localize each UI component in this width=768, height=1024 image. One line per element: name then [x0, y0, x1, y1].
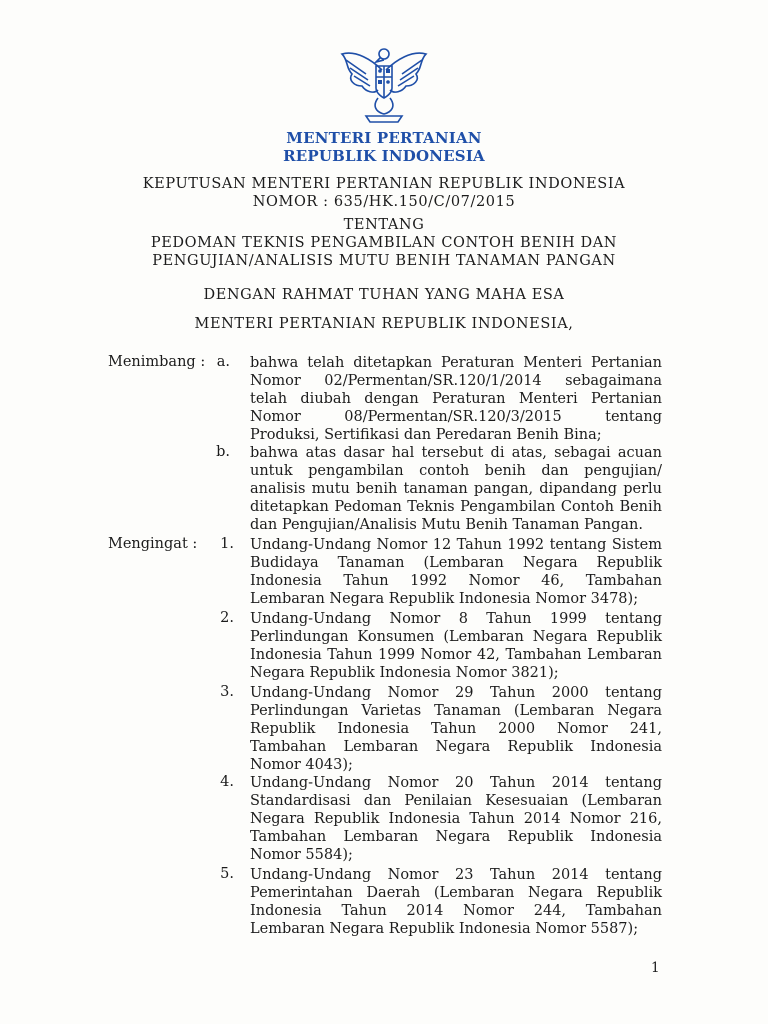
- text-line: Produksi, Sertifikasi dan Peredaran Benih Bina;: [250, 427, 602, 443]
- text-line: Republik Indonesia Tahun 2000 Nomor 241,: [250, 721, 662, 737]
- text-line: Lembaran Negara Republik Indonesia Nomor 3478);: [250, 591, 639, 607]
- mengingat-marker-1: 1.: [220, 536, 234, 552]
- text-line: Tambahan Lembaran Negara Republik Indonesia: [250, 829, 662, 845]
- garuda-emblem-icon: [336, 40, 432, 124]
- text-line: Lembaran Negara Republik Indonesia Nomor 5587);: [250, 921, 639, 937]
- text-line: Pemerintahan Daerah (Lembaran Negara Republik: [250, 885, 662, 901]
- text-line: Nomor 4043);: [250, 757, 353, 773]
- subject-line-1: PEDOMAN TEKNIS PENGAMBILAN CONTOH BENIH DAN: [150, 235, 618, 251]
- text-line: Budidaya Tanaman (Lembaran Negara Republik: [250, 555, 662, 571]
- text-line: Standardisasi dan Penilaian Kesesuaian (Lembaran: [250, 793, 662, 809]
- text-line: Undang-Undang Nomor 23 Tahun 2014 tentang: [250, 867, 662, 883]
- text-line: Undang-Undang Nomor 29 Tahun 2000 tentang: [250, 685, 662, 701]
- text-line: Nomor 08/Permentan/SR.120/3/2015 tentang: [250, 409, 662, 425]
- institution-line-1: MENTERI PERTANIAN: [286, 129, 482, 147]
- text-line: Nomor 02/Permentan/SR.120/1/2014 sebagaimana: [250, 373, 662, 389]
- text-line: Indonesia Tahun 1992 Nomor 46, Tambahan: [250, 573, 662, 589]
- text-line: bahwa atas dasar hal tersebut di atas, sebagai acuan: [250, 445, 662, 461]
- text-line: ditetapkan Pedoman Teknis Pengambilan Contoh Benih: [250, 499, 662, 515]
- institution-line-2: REPUBLIK INDONESIA: [283, 147, 485, 165]
- authority-line: MENTERI PERTANIAN REPUBLIK INDONESIA,: [194, 316, 574, 332]
- menimbang-item-b: [250, 444, 662, 534]
- text-line: Undang-Undang Nomor 8 Tahun 1999 tentang: [250, 611, 662, 627]
- mengingat-label: Mengingat :: [108, 536, 198, 552]
- text-line: telah diubah dengan Peraturan Menteri Pertanian: [250, 391, 662, 407]
- blessing-line: DENGAN RAHMAT TUHAN YANG MAHA ESA: [203, 287, 565, 303]
- text-line: Perlindungan Konsumen (Lembaran Negara Republik: [250, 629, 662, 645]
- mengingat-item-2: [250, 610, 662, 682]
- mengingat-marker-5: 5.: [220, 866, 234, 882]
- menimbang-label: Menimbang :: [108, 354, 206, 370]
- mengingat-marker-4: 4.: [220, 774, 234, 790]
- text-line: Indonesia Tahun 1999 Nomor 42, Tambahan Lembaran: [250, 647, 662, 663]
- about-heading: TENTANG: [343, 217, 425, 233]
- menimbang-marker-a: a.: [216, 354, 230, 370]
- text-line: Negara Republik Indonesia Nomor 3821);: [250, 665, 559, 681]
- mengingat-item-5: [250, 866, 662, 938]
- mengingat-marker-3: 3.: [220, 684, 234, 700]
- text-line: dan Pengujian/Analisis Mutu Benih Tanaman Pangan.: [250, 517, 643, 533]
- text-line: Tambahan Lembaran Negara Republik Indonesia: [250, 739, 662, 755]
- mengingat-marker-2: 2.: [220, 610, 234, 626]
- text-line: Negara Republik Indonesia Tahun 2014 Nomor 216,: [250, 811, 662, 827]
- text-line: untuk pengambilan contoh benih dan pengujian/: [250, 463, 662, 479]
- text-line: analisis mutu benih tanaman pangan, dipandang perlu: [250, 481, 662, 497]
- mengingat-item-3: [250, 684, 662, 774]
- text-line: Nomor 5584);: [250, 847, 353, 863]
- decree-number: NOMOR : 635/HK.150/C/07/2015: [252, 194, 516, 210]
- decree-title: KEPUTUSAN MENTERI PERTANIAN REPUBLIK INDONESIA: [142, 176, 626, 192]
- text-line: Indonesia Tahun 2014 Nomor 244, Tambahan: [250, 903, 662, 919]
- mengingat-item-1: [250, 536, 662, 608]
- mengingat-item-4: [250, 774, 662, 864]
- subject-line-2: PENGUJIAN/ANALISIS MUTU BENIH TANAMAN PANGAN: [152, 253, 616, 269]
- menimbang-item-a: [250, 354, 662, 444]
- text-line: Perlindungan Varietas Tanaman (Lembaran Negara: [250, 703, 662, 719]
- text-line: Undang-Undang Nomor 20 Tahun 2014 tentang: [250, 775, 662, 791]
- page-number: 1: [651, 960, 660, 976]
- menimbang-marker-b: b.: [216, 444, 230, 460]
- text-line: Undang-Undang Nomor 12 Tahun 1992 tentang Sistem: [250, 537, 662, 553]
- text-line: bahwa telah ditetapkan Peraturan Menteri Pertanian: [250, 355, 662, 371]
